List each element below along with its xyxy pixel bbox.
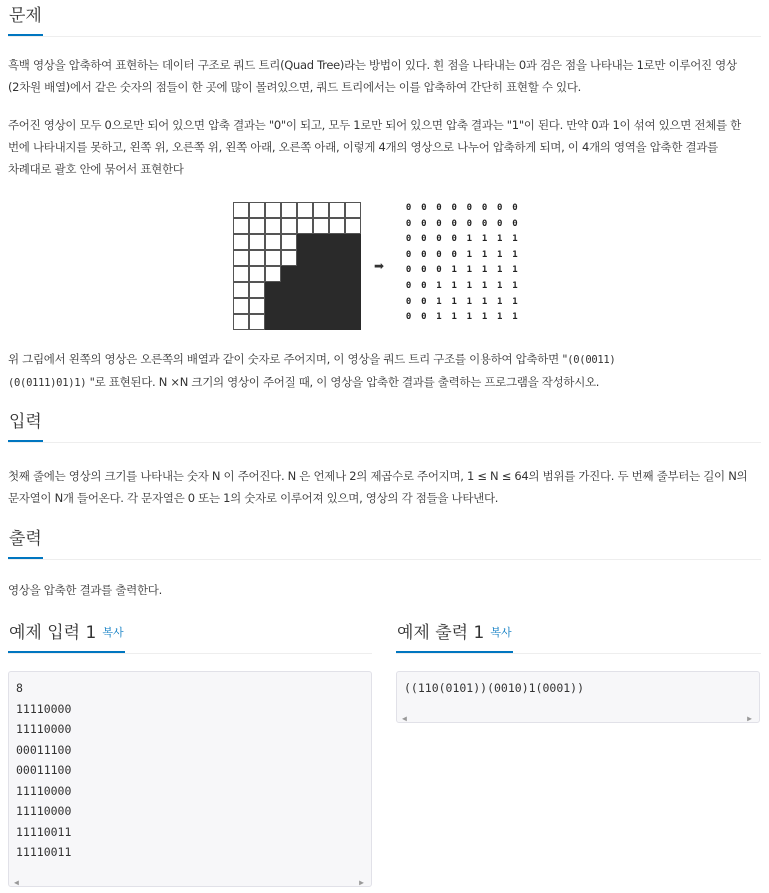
grid-cell [250, 203, 265, 218]
grid-cell [346, 299, 361, 314]
matrix-cell: 0 [436, 234, 442, 245]
grid-cell [266, 235, 281, 250]
matrix-cell: 0 [421, 218, 427, 229]
matrix-cell: 0 [405, 265, 412, 276]
matrix-cell: 1 [512, 249, 518, 260]
grid-cell [330, 235, 345, 250]
matrix-cell: 0 [421, 249, 427, 260]
grid-cell [234, 235, 249, 250]
grid-cell [346, 315, 361, 330]
matrix-cell: 1 [436, 312, 442, 323]
grid-cell [250, 219, 265, 234]
matrix-cell: 0 [421, 280, 427, 291]
matrix-row [401, 203, 523, 219]
sample-input-box[interactable] [8, 671, 372, 887]
grid-cell [250, 251, 265, 266]
matrix-cell: 0 [497, 203, 503, 213]
grid-cell [298, 315, 313, 330]
matrix-cell: 0 [405, 249, 412, 260]
matrix-cell: 0 [436, 249, 442, 260]
problem-paragraph-1: 흑백 영상을 압축하여 표현하는 데이터 구조로 쿼드 트리(Quad Tree)라는 방법이 있다. 흰 점을 나타내는 0과 검은 점을 나타내는 1로만 이루어진 영상(2차원 배열)에서 같은 숫자의 점들이 한 곳에 많이 몰려있으면, 쿼드 트리에서는 이를 압축하여 간단히 표현할 수 있다. [8, 58, 737, 94]
grid-cell [266, 299, 281, 314]
grid-cell [346, 203, 361, 218]
matrix-cell: 1 [481, 265, 488, 276]
grid-cell [330, 283, 345, 298]
matrix-cell: 0 [436, 218, 442, 229]
grid-cell [346, 267, 361, 282]
grid-cell [282, 251, 297, 266]
input-section-header [8, 406, 761, 443]
matrix-cell: 1 [512, 280, 518, 291]
sample-input-header [8, 617, 372, 654]
grid-cell [266, 203, 281, 218]
matrix-cell: 1 [466, 296, 473, 307]
matrix-cell: 0 [451, 249, 457, 260]
scroll-left-icon[interactable]: ◀ [14, 878, 19, 887]
matrix-cell: 1 [466, 265, 473, 276]
inline-code-2: (0(0111)01)1) [8, 377, 87, 389]
sample-output-header [396, 617, 761, 654]
grid-cell [314, 219, 329, 234]
binary-matrix [401, 203, 523, 328]
matrix-cell: 0 [405, 312, 412, 323]
matrix-row [401, 219, 523, 235]
sample-output-title-text: 예제 출력 1 [397, 623, 485, 643]
matrix-cell: 1 [512, 312, 518, 323]
sample-input-scrollbar[interactable] [10, 871, 370, 885]
grid-cell [298, 251, 313, 266]
matrix-cell: 0 [481, 203, 488, 213]
matrix-cell: 1 [451, 312, 457, 323]
grid-cell [298, 235, 313, 250]
copy-output-link[interactable]: 복사 [490, 626, 512, 639]
grid-cell [346, 283, 361, 298]
matrix-cell: 1 [481, 296, 488, 307]
matrix-cell: 0 [451, 234, 457, 245]
grid-cell [298, 283, 313, 298]
grid-cell [298, 203, 313, 218]
grid-cell [234, 251, 249, 266]
grid-cell [298, 219, 313, 234]
scroll-right-icon[interactable]: ▶ [747, 714, 752, 723]
grid-cell [314, 315, 329, 330]
matrix-cell: 0 [421, 312, 427, 323]
matrix-cell: 0 [421, 203, 427, 213]
matrix-cell: 1 [451, 280, 457, 291]
copy-input-link[interactable]: 복사 [102, 626, 124, 639]
matrix-cell: 1 [466, 280, 473, 291]
matrix-cell: 0 [436, 203, 442, 213]
grid-cell [250, 315, 265, 330]
grid-cell [234, 203, 249, 218]
matrix-cell: 1 [497, 312, 503, 323]
matrix-cell: 0 [421, 296, 427, 307]
grid-cell [346, 219, 361, 234]
matrix-cell: 0 [405, 203, 412, 213]
grid-cell [234, 299, 249, 314]
grid-cell [314, 203, 329, 218]
grid-cell [250, 283, 265, 298]
matrix-cell: 1 [466, 249, 473, 260]
output-section-header [8, 523, 761, 560]
matrix-row [401, 297, 523, 313]
matrix-row [401, 250, 523, 266]
matrix-cell: 1 [436, 280, 442, 291]
grid-cell [346, 251, 361, 266]
sample-output-box[interactable] [396, 671, 760, 723]
matrix-cell: 0 [405, 296, 412, 307]
grid-cell [346, 235, 361, 250]
grid-cell [234, 315, 249, 330]
matrix-cell: 1 [481, 249, 488, 260]
matrix-cell: 1 [481, 234, 488, 245]
inline-code-1: (0(0011) [567, 354, 616, 366]
grid-cell [330, 203, 345, 218]
grid-cell [250, 235, 265, 250]
grid-cell [282, 219, 297, 234]
grid-cell [250, 267, 265, 282]
matrix-cell: 0 [436, 265, 442, 276]
sample-output-title [396, 617, 513, 652]
grid-cell [314, 283, 329, 298]
problem-section-header [8, 0, 761, 37]
sample-output-scrollbar[interactable] [398, 707, 758, 721]
matrix-cell: 1 [466, 234, 473, 245]
matrix-cell: 0 [421, 265, 427, 276]
grid-cell [282, 315, 297, 330]
matrix-cell: 0 [512, 203, 518, 213]
matrix-cell: 1 [512, 265, 518, 276]
arrow-icon: ➡ [374, 259, 385, 273]
quadtree-image-figure [233, 202, 361, 330]
paragraph-3-text-a: 위 그림에서 왼쪽의 영상은 오른쪽의 배열과 같이 숫자로 주어지며, 이 영상을 쿼드 트리 구조를 이용하여 압축하면 " [8, 352, 568, 366]
grid-cell [234, 267, 249, 282]
input-description: 첫째 줄에는 영상의 크기를 나타내는 숫자 N 이 주어진다. N 은 언제나 2의 제곱수로 주어지며, 1 ≤ N ≤ 64의 범위를 가진다. 두 번째 줄부터는 길이 N의 문자열이 N개 들어온다. 각 문자열은 0 또는 1의 숫자로 이루어져 있으며, 영상의 각 점들을 나타낸다. [8, 469, 748, 505]
matrix-cell: 1 [497, 234, 503, 245]
matrix-cell: 1 [466, 312, 473, 323]
matrix-cell: 1 [497, 249, 503, 260]
paragraph-3-text-b: "로 표현된다. N ×N 크기의 영상이 주어질 때, 이 영상을 압축한 결과를 출력하는 프로그램을 작성하시오. [89, 375, 600, 389]
sample-output-text: ((110(0101))(0010)1(0001)) [404, 681, 585, 695]
grid-cell [266, 267, 281, 282]
problem-paragraph-2: 주어진 영상이 모두 0으로만 되어 있으면 압축 결과는 "0"이 되고, 모두 1로만 되어 있으면 압축 결과는 "1"이 된다. 만약 0과 1이 섞여 있으면 전체를 한 번에 나타내지를 못하고, 왼쪽 위, 오른쪽 위, 왼쪽 아래, 오른쪽 아래, 이렇게 4개의 영상으로 나누어 압축하게 되며, 이 4개의 영역을 압축한 결과를 차례대로 괄호 안에 묶어서 표현한다 [8, 118, 741, 176]
matrix-cell: 0 [405, 280, 412, 291]
grid-cell [330, 219, 345, 234]
matrix-row [401, 265, 523, 281]
grid-cell [298, 267, 313, 282]
matrix-cell: 0 [405, 218, 412, 229]
grid-cell [282, 299, 297, 314]
grid-cell [266, 219, 281, 234]
grid-cell [266, 315, 281, 330]
grid-cell [330, 315, 345, 330]
matrix-cell: 1 [481, 312, 488, 323]
matrix-cell: 0 [451, 218, 457, 229]
grid-cell [330, 267, 345, 282]
scroll-right-icon[interactable]: ▶ [359, 878, 364, 887]
input-title: 입력 [8, 406, 43, 441]
matrix-cell: 0 [451, 203, 457, 213]
output-title: 출력 [8, 523, 43, 558]
matrix-cell: 1 [512, 234, 518, 245]
sample-input-title-text: 예제 입력 1 [9, 623, 97, 643]
grid-cell [234, 219, 249, 234]
grid-cell [266, 283, 281, 298]
matrix-cell: 0 [421, 234, 427, 245]
matrix-cell: 0 [405, 234, 412, 245]
grid-cell [234, 283, 249, 298]
matrix-cell: 0 [481, 218, 488, 229]
matrix-cell: 1 [512, 296, 518, 307]
scroll-left-icon[interactable]: ◀ [402, 714, 407, 723]
matrix-cell: 1 [497, 265, 503, 276]
grid-cell [298, 299, 313, 314]
grid-cell [266, 251, 281, 266]
matrix-cell: 0 [466, 218, 473, 229]
grid-cell [282, 283, 297, 298]
matrix-cell: 1 [481, 280, 488, 291]
matrix-cell: 1 [497, 296, 503, 307]
grid-cell [282, 203, 297, 218]
grid-cell [330, 251, 345, 266]
grid-cell [250, 299, 265, 314]
grid-cell [314, 235, 329, 250]
sample-input-title [8, 617, 125, 652]
matrix-cell: 1 [451, 296, 457, 307]
problem-paragraph-3 [8, 348, 764, 394]
problem-title: 문제 [8, 0, 43, 35]
grid-cell [282, 235, 297, 250]
matrix-cell: 1 [497, 280, 503, 291]
matrix-cell: 0 [497, 218, 503, 229]
matrix-row [401, 281, 523, 297]
matrix-cell: 1 [436, 296, 442, 307]
grid-cell [330, 299, 345, 314]
matrix-row [401, 312, 523, 328]
matrix-row [401, 234, 523, 250]
grid-cell [314, 251, 329, 266]
grid-cell [314, 267, 329, 282]
matrix-cell: 0 [466, 203, 473, 213]
grid-cell [314, 299, 329, 314]
matrix-cell: 1 [451, 265, 457, 276]
matrix-cell: 0 [512, 218, 518, 229]
grid-cell [282, 267, 297, 282]
sample-input-text: 8 11110000 11110000 00011100 00011100 11110000 11110000 11110011 11110011 [16, 681, 72, 859]
output-description: 영상을 압축한 결과를 출력한다. [8, 583, 162, 597]
